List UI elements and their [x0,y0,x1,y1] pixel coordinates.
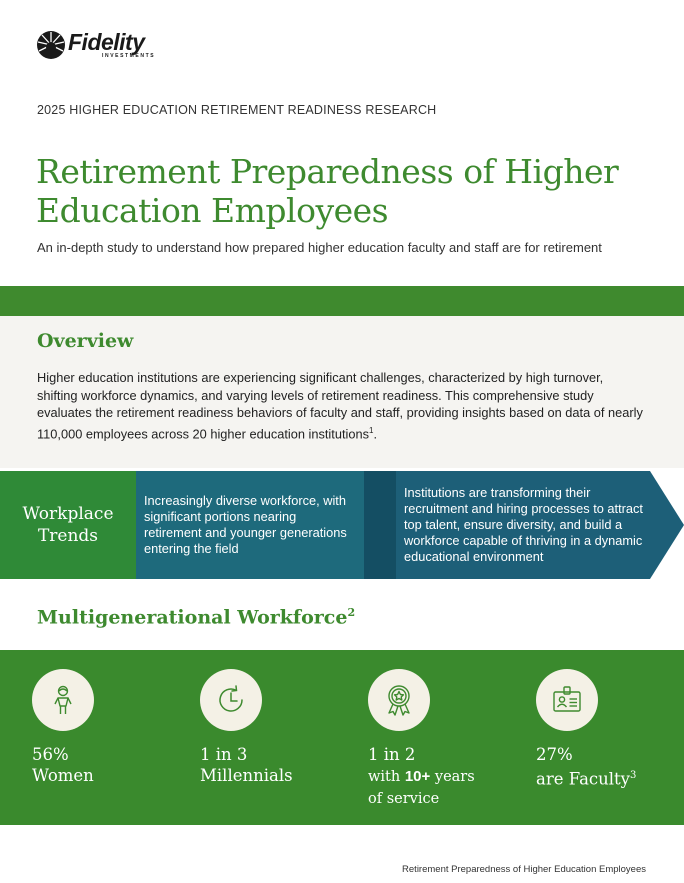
logo-subtext: INVESTMENTS [102,53,156,59]
fidelity-pyramid-icon [36,30,66,60]
overview-heading: Overview [37,330,134,352]
stat-text-millennials [200,744,293,786]
stat-value-service: 1 in 2 [368,745,416,764]
stat-label-women: Women [32,766,94,785]
logo-wordmark: Fidelity [68,29,145,55]
woman-icon [32,669,94,731]
overview-end: . [373,425,377,441]
trend-separator [364,471,396,579]
id-badge-icon [536,669,598,731]
trend-item-1: Increasingly diverse workforce, with significant portions nearing retirement and younger generations entering the field [144,493,347,556]
trends-label [22,503,113,547]
stat-text-faculty [536,744,636,790]
stat-value-millennials: 1 in 3 [200,745,248,764]
multigen-heading [37,606,355,628]
multigen-heading-text: Multigenerational Workforce [37,606,348,629]
stat-label-service-bold: 10+ [404,768,431,785]
trend-item-2: Institutions are transforming their recruitment and hiring processes to attract top talent, ensure diversity, and build a workforce capable of thriving in a dynamic educational environment [404,485,643,564]
trends-label-line1: Workplace [22,504,114,524]
stat-label-service-pre: with [368,769,405,785]
page-subtitle: An in-depth study to understand how prepared higher education faculty and staff are for retirement [37,240,602,255]
stat-label-service-post: years [430,769,475,785]
stat-label-service-line2: of service [368,791,440,807]
stat-label-faculty: are Faculty [536,769,630,789]
green-divider-band [0,286,684,316]
stat-value-faculty: 27% [536,745,573,764]
eyebrow-text: 2025 HIGHER EDUCATION RETIREMENT READINESS RESEARCH [37,103,437,117]
stat-label-millennials: Millennials [200,766,293,785]
stat-text-service [368,744,475,809]
award-ribbon-icon [368,669,430,731]
stat-footnote-faculty: 3 [630,770,637,781]
stat-text-women [32,744,94,786]
trends-label-line2: Trends [37,526,99,546]
trends-label-box [0,471,136,579]
trend-arrow-icon [650,471,684,579]
fidelity-logo [36,30,155,62]
clock-icon [200,669,262,731]
stats-band [0,650,684,825]
workplace-trends-banner [0,471,684,579]
overview-body [37,369,647,442]
page-title: Retirement Preparedness of Higher Education Employees [36,152,619,230]
overview-footnote: 1 [368,425,374,435]
multigen-footnote: 2 [347,606,356,619]
overview-body-text: Higher education institutions are experiencing significant challenges, characterized by high turnover, shifting workforce dynamics, and varying levels of retirement readiness. This comprehensive study evaluates the retirement readiness behaviors of faculty and staff, providing insights based on data of nearly 110,000 employees across 20 higher education institutions [37,370,643,441]
stat-label-service [368,769,475,785]
stat-value-women: 56% [32,745,69,764]
page-footer: Retirement Preparedness of Higher Education Employees [402,864,646,875]
